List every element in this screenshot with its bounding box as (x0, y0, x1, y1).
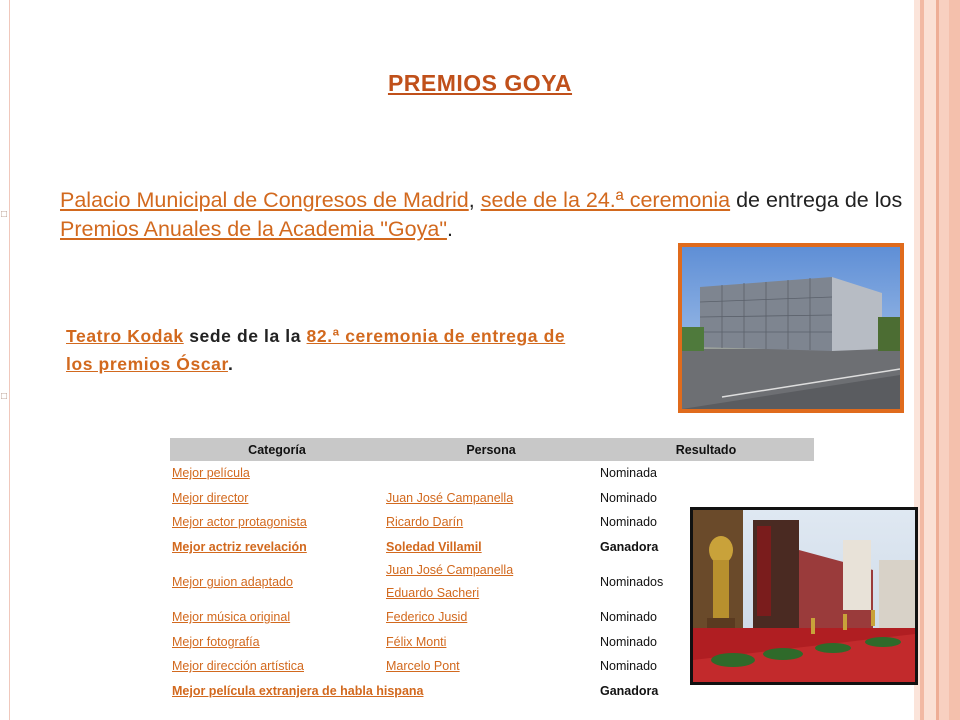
slide-bullet-icon: □ (1, 209, 8, 220)
caption-teatro-kodak (66, 322, 596, 378)
page-title (0, 70, 960, 97)
link-premios-goya[interactable]: Premios Anuales de la Academia "Goya" (60, 217, 447, 241)
caption-palacio-congresos (60, 186, 932, 244)
caption-text: . (227, 354, 234, 374)
person-link[interactable]: Federico Jusid (386, 610, 468, 625)
link-82-ceremonia-oscar[interactable]: 82.ª ceremonia de entrega de los premios Óscar (66, 326, 566, 374)
theatre-photo-image (693, 510, 915, 682)
result-cell: Ganadora (600, 683, 659, 698)
header-categoria: Categoría (170, 438, 384, 461)
photo-palacio-congresos (678, 243, 904, 413)
slide-bullet-icon: □ (1, 391, 8, 402)
person-link[interactable]: Marcelo Pont (386, 659, 460, 674)
person-link[interactable]: Félix Monti (386, 634, 447, 649)
result-cell: Ganadora (600, 539, 659, 554)
caption-text: sede de la la (183, 326, 307, 346)
left-margin-line (9, 0, 10, 720)
person-link[interactable]: Ricardo Darín (386, 515, 464, 530)
building-photo-image (682, 247, 900, 409)
caption-text: de entrega de los (730, 188, 903, 212)
right-decorative-stripes (914, 0, 960, 720)
category-link[interactable]: Mejor película extranjera de habla hispana (172, 683, 424, 698)
person-link[interactable]: Juan José Campanella (386, 490, 514, 505)
category-link[interactable]: Mejor película (172, 466, 250, 481)
link-palacio-congresos[interactable]: Palacio Municipal de Congresos de Madrid (60, 188, 469, 212)
table-row (170, 461, 814, 486)
category-link[interactable]: Mejor fotografía (172, 634, 260, 649)
result-cell: Nominada (600, 466, 657, 481)
link-teatro-kodak[interactable]: Teatro Kodak (66, 326, 184, 346)
person-link[interactable]: Juan José Campanella (386, 563, 514, 577)
photo-teatro-kodak (690, 507, 918, 685)
category-link[interactable]: Mejor actor protagonista (172, 515, 307, 530)
table-header-row (170, 438, 814, 461)
result-cell: Nominado (600, 634, 657, 649)
page-title-text: PREMIOS GOYA (387, 70, 573, 96)
category-link[interactable]: Mejor dirección artística (172, 659, 304, 674)
caption-text: , (468, 188, 481, 212)
result-cell: Nominados (600, 575, 664, 589)
category-link[interactable]: Mejor guion adaptado (172, 575, 293, 589)
result-cell: Nominado (600, 490, 657, 505)
caption-text: . (446, 217, 453, 241)
header-resultado: Resultado (598, 438, 814, 461)
category-link[interactable]: Mejor música original (172, 610, 291, 625)
person-link[interactable]: Soledad Villamil (386, 539, 482, 554)
result-cell: Nominado (600, 659, 657, 674)
person-link[interactable]: Eduardo Sacheri (386, 586, 480, 600)
header-persona: Persona (384, 438, 598, 461)
category-link[interactable]: Mejor director (172, 490, 249, 505)
category-link[interactable]: Mejor actriz revelación (172, 539, 307, 554)
result-cell: Nominado (600, 515, 657, 530)
result-cell: Nominado (600, 610, 657, 625)
link-24-ceremonia[interactable]: sede de la 24.ª ceremonia (480, 188, 731, 212)
